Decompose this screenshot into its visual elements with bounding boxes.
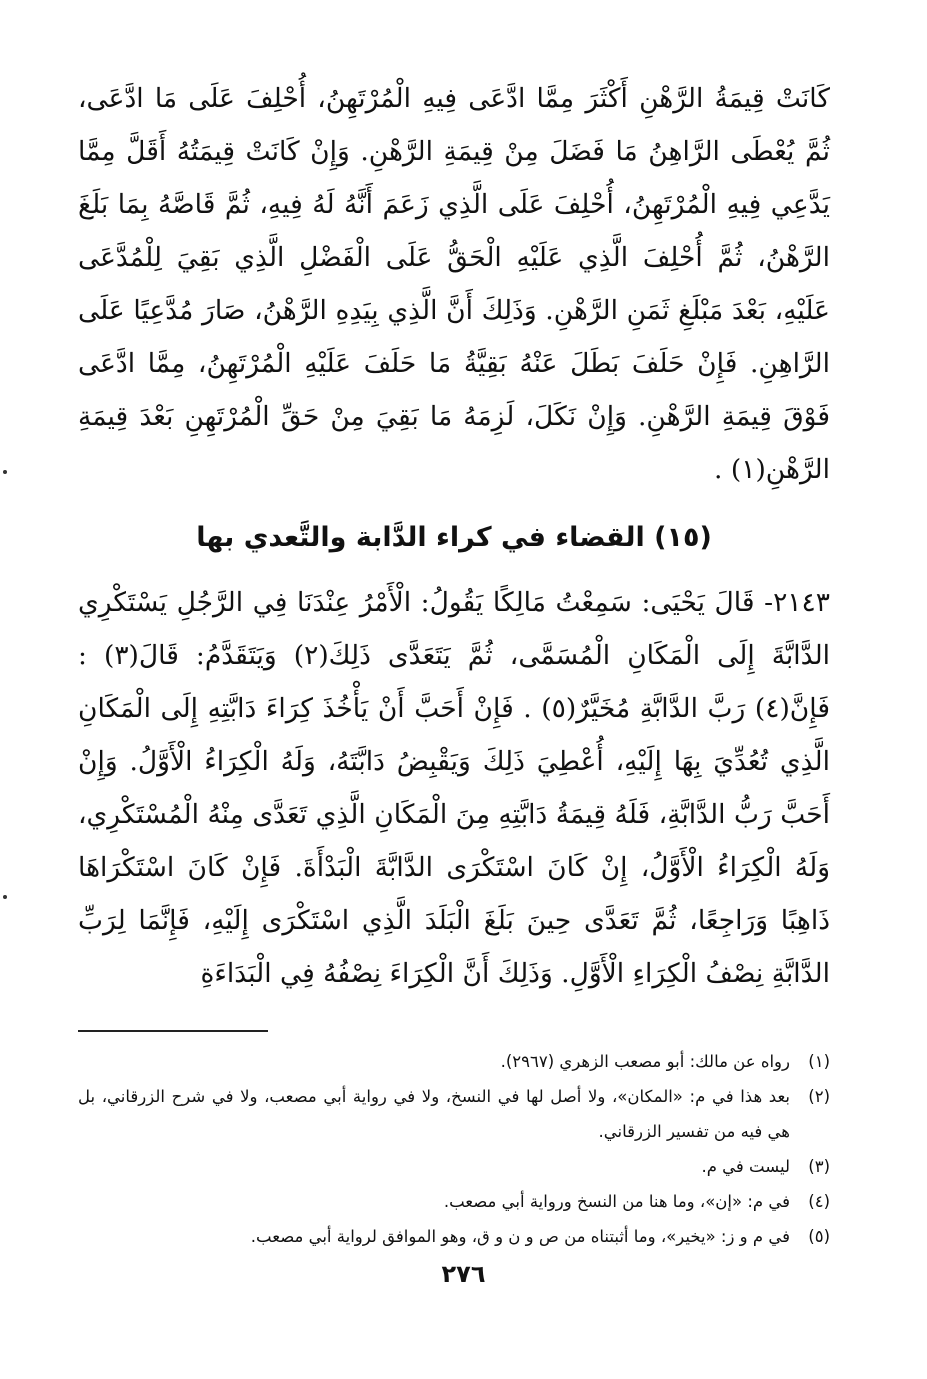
footnotes <box>78 1044 830 1254</box>
footnote-number: (٥) <box>808 1227 830 1246</box>
footnote-separator <box>78 1030 268 1032</box>
page-body <box>78 72 830 1254</box>
footnote <box>78 1184 830 1219</box>
paragraph-continued: كَانَتْ قِيمَةُ الرَّهْنِ أَكْثَرَ مِمَّا ادَّعَى فِيهِ الْمُرْتَهِنُ، أُحْلِفَ عَلَى مَا ادَّعَى، ثُمَّ يُعْطَى الرَّاهِنُ مَا فَضَلَ مِنْ قِيمَةِ الرَّهْنِ. وَإِنْ كَانَتْ قِيمَتُهُ أَقَلَّ مِمَّا يَدَّعِي فِيهِ الْمُرْتَهِنُ، أُحْلِفَ عَلَى الَّذِي زَعَمَ أَنَّهُ لَهُ فِيهِ، ثُمَّ قَاصَّهُ بِمَا بَلَغَ الرَّهْنُ، ثُمَّ أُحْلِفَ الَّذِي عَلَيْهِ الْحَقُّ عَلَى الْفَضْلِ الَّذِي بَقِيَ لِلْمُدَّعَى عَلَيْهِ، بَعْدَ مَبْلَغِ ثَمَنِ الرَّهْنِ. وَذَلِكَ أَنَّ الَّذِي بِيَدِهِ الرَّهْنُ، صَارَ مُدَّعِيًا عَلَى الرَّاهِنِ. فَإِنْ حَلَفَ بَطَلَ عَنْهُ بَقِيَّةُ مَا حَلَفَ عَلَيْهِ الْمُرْتَهِنُ، مِمَّا ادَّعَى فَوْقَ قِيمَةِ الرَّهْنِ. وَإِنْ نَكَلَ، لَزِمَهُ مَا بَقِيَ مِنْ حَقِّ الْمُرْتَهِنِ بَعْدَ قِيمَةِ الرَّهْنِ(١) . <box>78 83 830 485</box>
footnote-text: بعد هذا في م: «المكان»، ولا أصل لها في النسخ، ولا في رواية أبي مصعب، ولا في شرح الزرقاني، بل هي فيه من تفسير الزرقاني. <box>78 1087 790 1141</box>
footnote-number: (٣) <box>808 1157 830 1176</box>
scan-margin-mark <box>3 470 7 474</box>
footnote-text: ليست في م. <box>701 1157 790 1176</box>
paragraph-2143: ٢١٤٣- قَالَ يَحْيَى: سَمِعْتُ مَالِكًا يَقُولُ: الْأَمْرُ عِنْدَنَا فِي الرَّجُلِ يَسْتَكْرِي الدَّابَّةَ إِلَى الْمَكَانِ الْمُسَمَّى، ثُمَّ يَتَعَدَّى ذَلِكَ(٢) وَيَتَقَدَّمُ: قَالَ(٣) : فَإِنَّ(٤) رَبَّ الدَّابَّةِ مُخَيَّرٌ(٥) . فَإِنْ أَحَبَّ أَنْ يَأْخُذَ كِرَاءَ دَابَّتِهِ إِلَى الْمَكَانِ الَّذِي تُعُدِّيَ بِهَا إِلَيْهِ، أُعْطِيَ ذَلِكَ وَيَقْبِضُ دَابَّتَهُ، وَلَهُ الْكِرَاءُ الْأَوَّلُ. وَإِنْ أَحَبَّ رَبُّ الدَّابَّةِ، فَلَهُ قِيمَةُ دَابَّتِهِ مِنَ الْمَكَانِ الَّذِي تَعَدَّى مِنْهُ الْمُسْتَكْرِي، وَلَهُ الْكِرَاءُ الْأَوَّلُ، إِنْ كَانَ اسْتَكْرَى الدَّابَّةَ الْبَدْأَةَ. فَإِنْ كَانَ اسْتَكْرَاهَا ذَاهِبًا وَرَاجِعًا، ثُمَّ تَعَدَّى حِينَ بَلَغَ الْبَلَدَ الَّذِي اسْتَكْرَى إِلَيْهِ، فَإِنَّمَا لِرَبِّ الدَّابَّةِ نِصْفُ الْكِرَاءِ الْأَوَّلِ. وَذَلِكَ أَنَّ الْكِرَاءَ نِصْفُهُ فِي الْبَدَاءَةِ <box>78 587 831 989</box>
page-number: ٢٧٦ <box>441 1260 486 1288</box>
footnote <box>78 1044 830 1079</box>
footnote <box>78 1079 830 1149</box>
footnote-number: (١) <box>808 1052 830 1071</box>
footnote-number: (٢) <box>808 1087 830 1106</box>
footnote-text: في م و ز: «يخير»، وما أثبتناه من ص و ن و ق، وهو الموافق لرواية أبي مصعب. <box>250 1227 790 1246</box>
section-heading: (١٥) القضاء في كراء الدَّابة والتَّعدي بها <box>196 522 712 553</box>
scan-margin-mark <box>3 895 7 899</box>
footnote <box>78 1219 830 1254</box>
footnote <box>78 1149 830 1184</box>
footnote-text: في م: «إن»، وما هنا من النسخ ورواية أبي مصعب. <box>443 1192 790 1211</box>
footnote-text: رواه عن مالك: أبو مصعب الزهري (٢٩٦٧). <box>500 1052 790 1071</box>
footnote-number: (٤) <box>808 1192 830 1211</box>
